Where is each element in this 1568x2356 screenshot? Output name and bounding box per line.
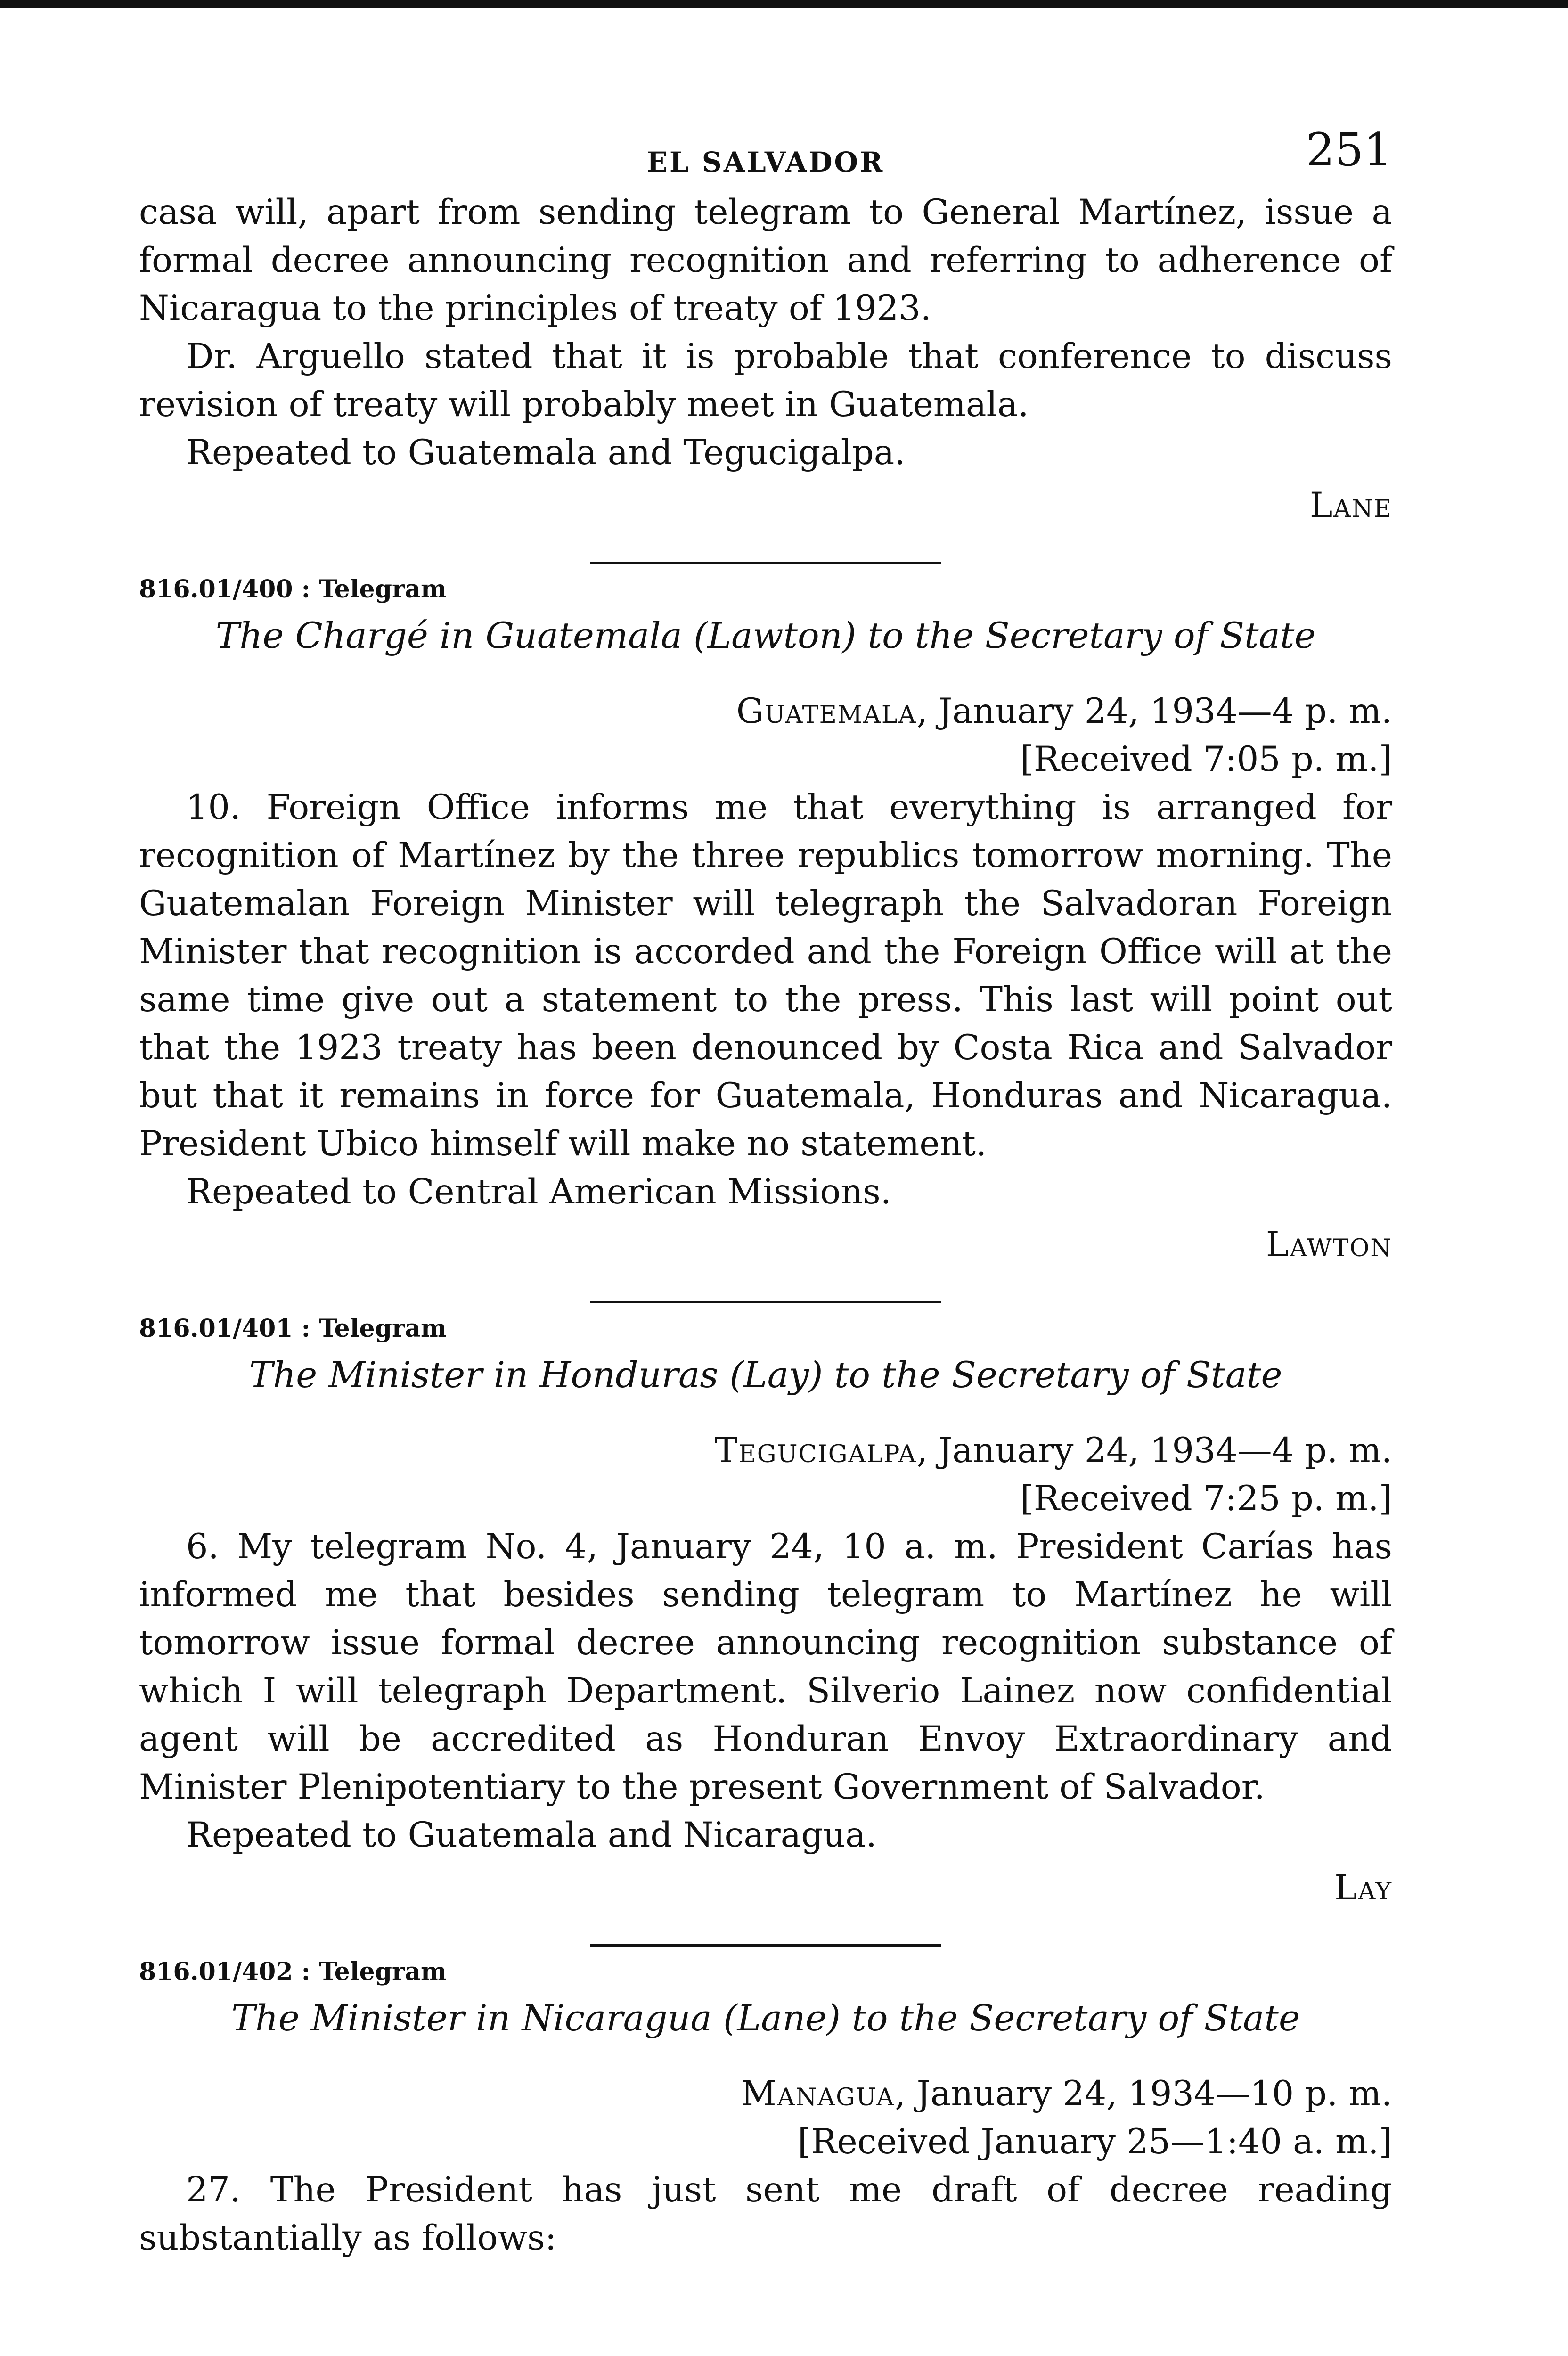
paragraph: casa will, apart from sending telegram to General Martínez, issue a formal decree announcing recognition and referring to adherence of Nicaragua to the principles of treaty of 1923. [139, 192, 1392, 328]
dateline-date: , January 24, 1934—10 p. m. [895, 2074, 1392, 2114]
section-divider [590, 562, 941, 564]
dateline [139, 2070, 1392, 2118]
telegram-entry [139, 562, 1392, 1269]
dateline-place: Managua [741, 2074, 895, 2114]
section-title: EL SALVADOR [646, 146, 885, 178]
page-number: 251 [1306, 123, 1392, 176]
paragraph: Repeated to Guatemala and Tegucigalpa. [186, 433, 906, 473]
document-page [139, 123, 1392, 2262]
file-reference: 816.01/400 : Telegram [139, 575, 447, 604]
paragraph: Repeated to Central American Missions. [186, 1172, 891, 1212]
telegram-entry [139, 1944, 1392, 2262]
dateline-date: , January 24, 1934—4 p. m. [916, 691, 1392, 731]
telegram-heading: The Chargé in Guatemala (Lawton) to the Secretary of State [215, 614, 1316, 656]
paragraph: Dr. Arguello stated that it is probable that conference to discuss revision of treaty will probably meet in Guatemala. [139, 336, 1392, 425]
top-border-rule [0, 0, 1568, 8]
received-line: [Received 7:25 p. m.] [1020, 1479, 1392, 1519]
paragraph: 10. Foreign Office informs me that everything is arranged for recognition of Martínez by the three republics tomorrow morning. The Guatemalan Foreign Minister will telegraph the Salvadoran Foreign Minister that recognition is accorded and the Foreign Office will at the same time give out a statement to the press. This last will point out that the 1923 treaty has been denounced by Costa Rica and Salvador but that it remains in force for Guatemala, Honduras and Nicaragua. President Ubico himself will make no statement. [139, 787, 1392, 1164]
dateline-place: Guatemala [736, 691, 917, 731]
file-reference: 816.01/401 : Telegram [139, 1314, 447, 1343]
file-reference: 816.01/402 : Telegram [139, 1957, 447, 1986]
continued-telegram [139, 188, 1392, 530]
received-line: [Received 7:05 p. m.] [1020, 739, 1392, 779]
dateline [139, 1427, 1392, 1475]
signature: Lawton [1266, 1225, 1392, 1265]
signature: Lane [1309, 485, 1392, 525]
paragraph: 27. The President has just sent me draft of decree reading substantially as follows: [139, 2170, 1392, 2258]
received-line: [Received January 25—1:40 a. m.] [798, 2122, 1392, 2162]
section-divider [590, 1301, 941, 1303]
section-divider [590, 1944, 941, 1947]
dateline-place: Tegucigalpa [714, 1431, 917, 1471]
running-head [139, 123, 1392, 188]
paragraph: 6. My telegram No. 4, January 24, 10 a. m. President Carías has informed me that besides sending telegram to Martínez he will tomorrow issue formal decree announcing recognition substance of which I will telegraph Department. Silverio Lainez now confidential agent will be accredited as Honduran Envoy Extraordinary and Minister Plenipotentiary to the present Government of Salvador. [139, 1527, 1392, 1807]
dateline-date: , January 24, 1934—4 p. m. [916, 1431, 1392, 1471]
telegram-heading: The Minister in Honduras (Lay) to the Secretary of State [249, 1354, 1282, 1396]
telegram-entry [139, 1301, 1392, 1912]
telegram-heading: The Minister in Nicaragua (Lane) to the Secretary of State [231, 1997, 1300, 2039]
paragraph: Repeated to Guatemala and Nicaragua. [186, 1815, 877, 1855]
dateline [139, 687, 1392, 736]
signature: Lay [1334, 1868, 1392, 1908]
